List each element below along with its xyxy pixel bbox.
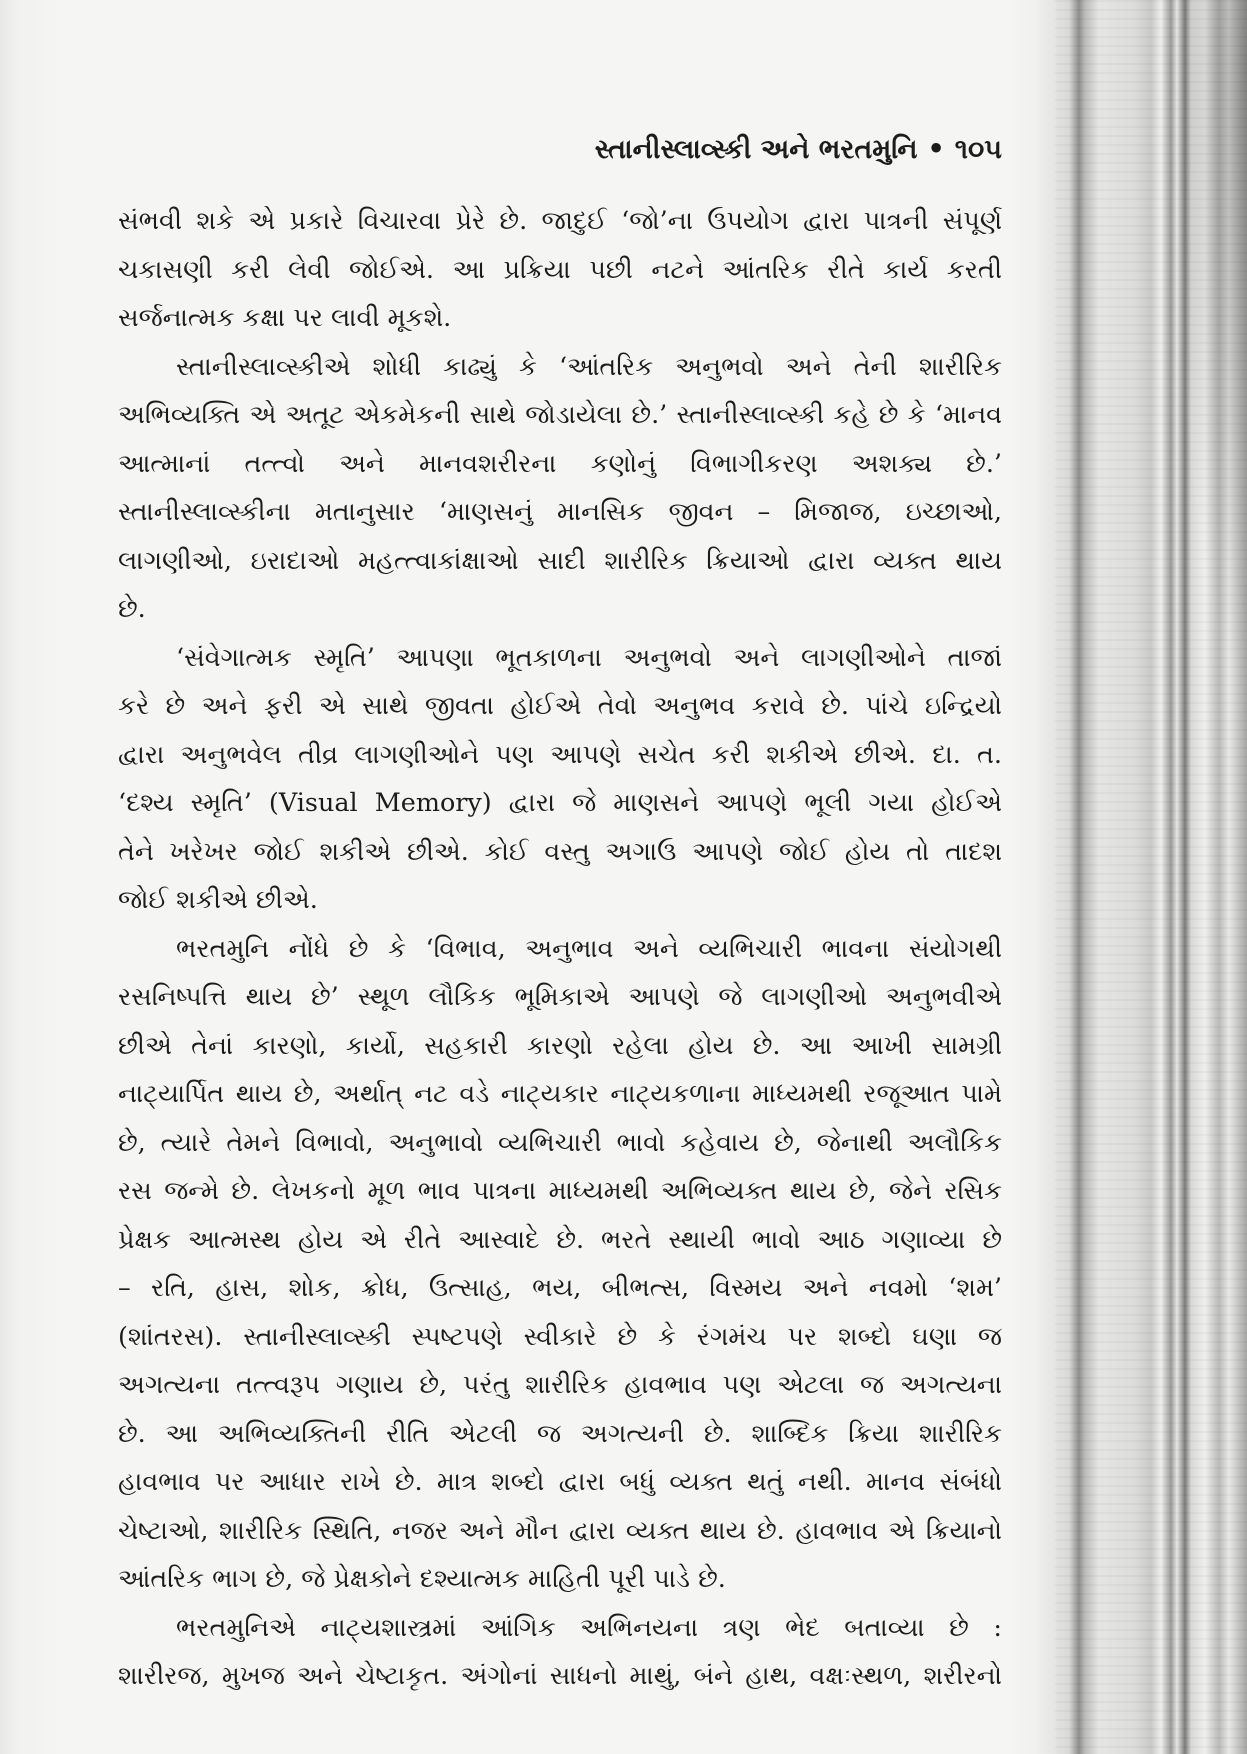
text-line: છીએ તેનાં કારણો, કાર્યો, સહકારી કારણો રહેલા હોય છે. આ આખી સામગ્રી: [118, 1029, 1002, 1060]
text-line: લાગણીઓ, ઇરાદાઓ મહત્ત્વાકાંક્ષાઓ સાદી શારીરિક ક્રિયાઓ દ્વારા વ્યક્ત થાય: [118, 544, 1002, 575]
text-line: સંભવી શકે એ પ્રકારે વિચારવા પ્રેરે છે. જાદુઈ ‘જો’ના ઉપયોગ દ્વારા પાત્રની સંપૂર્ણ: [118, 205, 1002, 235]
paragraph: [118, 633, 1002, 924]
running-head: [595, 126, 1002, 174]
text-line: જોઈ શકીએ છીએ.: [118, 884, 318, 914]
text-line: સ્તાનીસ્લાવ્સ્કીએ શોધી કાઢ્યું કે ‘આંતરિક અનુભવો અને તેની શારીરિક: [176, 350, 1002, 381]
text-line: રસનિષ્પત્તિ થાય છે’ સ્થૂળ લૌકિક ભૂમિકાએ આપણે જે લાગણીઓ અનુભવીએ: [118, 981, 1002, 1011]
text-line: ‘સંવેગાત્મક સ્મૃતિ’ આપણા ભૂતકાળના અનુભવો અને લાગણીઓને તાજાં: [176, 641, 1002, 672]
text-line: ‘દશ્ય સ્મૃતિ’ (Visual Memory) દ્વારા જે માણસને આપણે ભૂલી ગયા હોઈએ: [118, 787, 1002, 817]
paragraph: [118, 1603, 1002, 1700]
text-line: શારીરજ, મુખજ અને ચેષ્ટાકૃત. અંગોનાં સાધનો માથું, બંને હાથ, વક્ષઃસ્થળ, શરીરનો: [118, 1660, 1002, 1690]
book-binding-edge: [1055, 0, 1247, 1754]
text-line: ભરતમુનિ નોંધે છે કે ‘વિભાવ, અનુભાવ અને વ્યભિચારી ભાવના સંયોગથી: [176, 932, 1002, 963]
text-line: ચેષ્ટાઓ, શારીરિક સ્થિતિ, નજર અને મૌન દ્વારા વ્યક્ત થાય છે. હાવભાવ એ ક્રિયાનો: [118, 1514, 1002, 1545]
paragraph: [118, 342, 1002, 633]
text-line: છે.: [118, 593, 146, 623]
text-line: કરે છે અને ફરી એ સાથે જીવતા હોઈએ તેવો અનુભવ કરાવે છે. પાંચે ઇન્દ્રિયો: [118, 690, 1002, 720]
text-line: હાવભાવ પર આધાર રાખે છે. માત્ર શબ્દો દ્વારા બધું વ્યક્ત થતું નથી. માનવ સંબંધો: [118, 1466, 1002, 1496]
text-line: નાટ્યાર્પિત થાય છે, અર્થાત્ નટ વડે નાટ્યકાર નાટ્યકળાના માધ્યમથી રજૂઆત પામે: [118, 1078, 1002, 1108]
page-number: ૧૦૫: [954, 134, 1002, 165]
text-line: આત્માનાં તત્ત્વો અને માનવશરીરના કણોનું વિભાગીકરણ અશક્ય છે.’: [118, 447, 1002, 478]
paragraph: [118, 924, 1002, 1603]
text-line: પ્રેક્ષક આત્મસ્થ હોય એ રીતે આસ્વાદે છે. ભરતે સ્થાયી ભાવો આઠ ગણાવ્યા છે: [118, 1223, 1002, 1254]
text-line: ચકાસણી કરી લેવી જોઈએ. આ પ્રક્રિયા પછી નટને આંતરિક રીતે કાર્ય કરતી: [118, 253, 1002, 284]
text-line: રસ જન્મે છે. લેખકનો મૂળ ભાવ પાત્રના માધ્યમથી અભિવ્યક્ત થાય છે, જેને રસિક: [118, 1175, 1002, 1205]
text-line: – રતિ, હાસ, શોક, ક્રોધ, ઉત્સાહ, ભય, બીભત્સ, વિસ્મય અને નવમો ‘શમ’: [118, 1272, 1002, 1302]
running-head-title: સ્તાનીસ્લાવ્સ્કી અને ભરતમુનિ: [594, 134, 918, 165]
bullet-separator: •: [927, 134, 945, 165]
body-text: [118, 196, 1002, 1700]
text-line: દ્વારા અનુભવેલ તીવ્ર લાગણીઓને પણ આપણે સચેત કરી શકીએ છીએ. દા. ત.: [118, 738, 1002, 769]
text-line: અભિવ્યક્તિ એ અતૂટ એકમેકની સાથે જોડાયેલા છે.’ સ્તાનીસ્લાવ્સ્કી કહે છે કે ‘માનવ: [118, 399, 1002, 429]
text-line: તેને ખરેખર જોઈ શકીએ છીએ. કોઈ વસ્તુ અગાઉ આપણે જોઈ હોય તો તાદશ: [118, 835, 1002, 866]
text-line: અગત્યના તત્ત્વરૂપ ગણાય છે, પરંતુ શારીરિક હાવભાવ પણ એટલા જ અગત્યના: [118, 1369, 1002, 1399]
text-line: છે, ત્યારે તેમને વિભાવો, અનુભાવો વ્યભિચારી ભાવો કહેવાય છે, જેનાથી અલૌકિક: [118, 1126, 1002, 1157]
text-line: સર્જનાત્મક કક્ષા પર લાવી મૂકશે.: [118, 302, 452, 332]
text-line: સ્તાનીસ્લાવ્સ્કીના મતાનુસાર ‘માણસનું માનસિક જીવન – મિજાજ, ઇચ્છાઓ,: [118, 496, 1002, 526]
text-line: ભરતમુનિએ નાટ્યશાસ્ત્રમાં આંગિક અભિનયના ત્રણ ભેદ બતાવ્યા છે :: [176, 1611, 1002, 1642]
paragraph: [118, 196, 1002, 342]
text-line: (શાંતરસ). સ્તાનીસ્લાવ્સ્કી સ્પષ્ટપણે સ્વીકારે છે કે રંગમંચ પર શબ્દો ઘણા જ: [118, 1320, 1002, 1351]
text-line: આંતરિક ભાગ છે, જે પ્રેક્ષકોને દશ્યાત્મક માહિતી પૂરી પાડે છે.: [118, 1563, 726, 1593]
text-line: છે. આ અભિવ્યક્તિની રીતિ એટલી જ અગત્યની છે. શાબ્દિક ક્રિયા શારીરિક: [118, 1417, 1002, 1448]
